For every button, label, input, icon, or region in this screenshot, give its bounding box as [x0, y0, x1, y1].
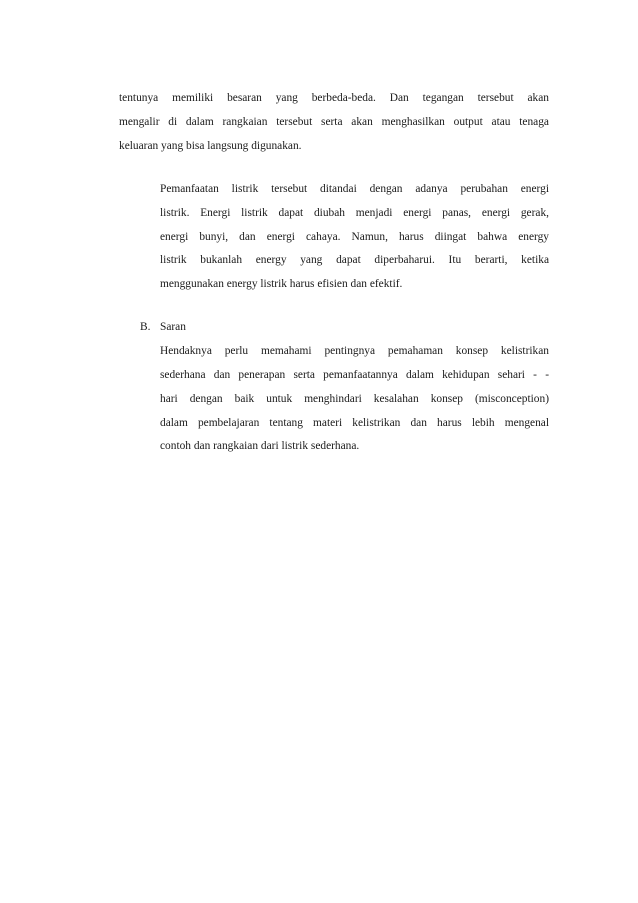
paragraph-1-line-1: tentunya memiliki besaran yang berbeda-beda. Dan tegangan tersebut akan — [119, 92, 549, 104]
paragraph-2-line-4: listrik bukanlah energy yang dapat diperbaharui. Itu berarti, ketika — [160, 254, 549, 266]
section-b-line-3: hari dengan baik untuk menghindari kesalahan konsep (misconception) — [160, 393, 549, 405]
section-b-line-1: Hendaknya perlu memahami pentingnya pemahaman konsep kelistrikan — [160, 345, 549, 357]
paragraph-2-line-3: energi bunyi, dan energi cahaya. Namun, harus diingat bahwa energy — [160, 231, 549, 243]
section-b-line-5: contoh dan rangkaian dari listrik sederhana. — [160, 440, 360, 452]
section-b-line-2: sederhana dan penerapan serta pemanfaatannya dalam kehidupan sehari - - — [160, 369, 549, 381]
paragraph-1-line-2: mengalir di dalam rangkaian tersebut serta akan menghasilkan output atau tenaga — [119, 116, 549, 128]
paragraph-2-line-5: menggunakan energy listrik harus efisien dan efektif. — [160, 278, 403, 290]
section-b-line-4: dalam pembelajaran tentang materi kelistrikan dan harus lebih mengenal — [160, 417, 549, 429]
paragraph-2-line-1: Pemanfaatan listrik tersebut ditandai dengan adanya perubahan energi — [160, 183, 549, 195]
section-b-number: B. — [140, 321, 151, 333]
paragraph-2-line-2: listrik. Energi listrik dapat diubah menjadi energi panas, energi gerak, — [160, 207, 549, 219]
section-b-title: Saran — [160, 321, 186, 333]
paragraph-1-line-3: keluaran yang bisa langsung digunakan. — [119, 140, 302, 152]
